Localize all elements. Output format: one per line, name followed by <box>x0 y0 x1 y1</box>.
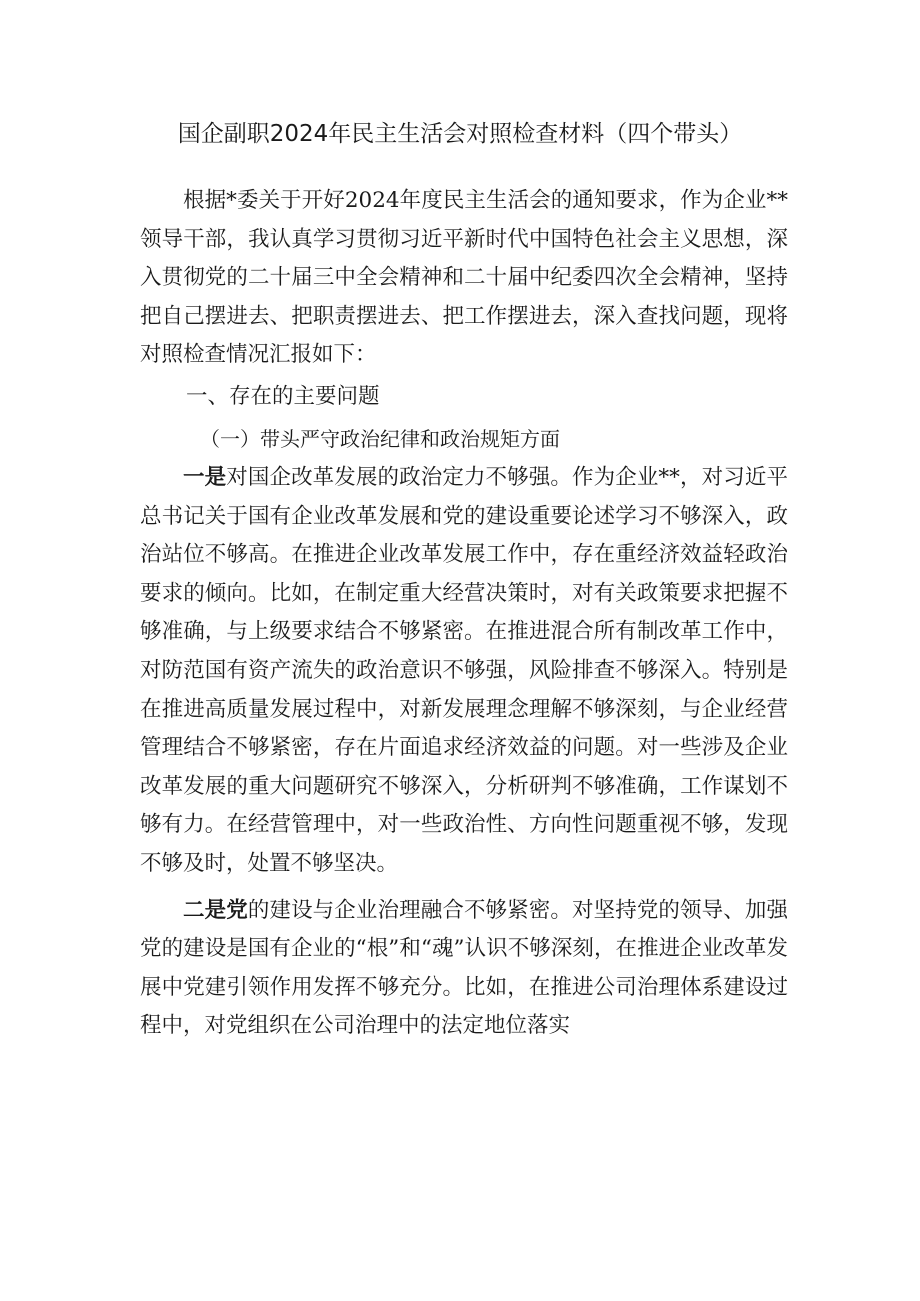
point-2-lead: 二是党 <box>183 897 248 923</box>
section-heading-problems: 一、存在的主要问题 <box>186 383 380 409</box>
document-body <box>140 182 788 1046</box>
subsection-heading-discipline: （一）带头严守政治纪律和政治规矩方面 <box>200 426 560 451</box>
point-1-text: 对国企改革发展的政治定力不够强。作为企业**，对习近平总书记关于国有企业改革发展和党的建设重要论述学习不够深入，政治站位不够高。在推进企业改革发展工作中，存在重经济效益轻政治要求的倾向。比如，在制定重大经营决策时，对有关政策要求把握不够准确，与上级要求结合不够紧密。在推进混合所有制改革工作中，对防范国有资产流失的政治意识不够强，风险排查不够深入。特别是在推进高质量发展过程中，对新发展理念理解不够深刻，与企业经营管理结合不够紧密，存在片面追求经济效益的问题。对一些涉及企业改革发展的重大问题研究不够深入，分析研判不够准确，工作谋划不够有力。在经营管理中，对一些政治性、方向性问题重视不够，发现不够及时，处置不够坚决。 <box>140 464 788 876</box>
point-2-paragraph <box>140 892 788 1046</box>
point-1-paragraph <box>140 459 788 884</box>
point-2-text: 的建设与企业治理融合不够紧密。对坚持党的领导、加强党的建设是国有企业的“根”和“魂”认识不够深刻，在推进企业改革发展中党建引领作用发挥不够充分。比如，在推进公司治理体系建设过程中，对党组织在公司治理中的法定地位落实 <box>140 897 788 1039</box>
point-1-lead: 一是 <box>183 464 227 490</box>
intro-paragraph: 根据*委关于开好2024年度民主生活会的通知要求，作为企业**领导干部，我认真学习贯彻习近平新时代中国特色社会主义思想，深入贯彻党的二十届三中全会精神和二十届中纪委四次全会精神，坚持把自己摆进去、把职责摆进去、把工作摆进去，深入查找问题，现将对照检查情况汇报如下： <box>140 188 788 368</box>
document-title: 国企副职2024年民主生活会对照检查材料（四个带头） <box>177 121 743 147</box>
